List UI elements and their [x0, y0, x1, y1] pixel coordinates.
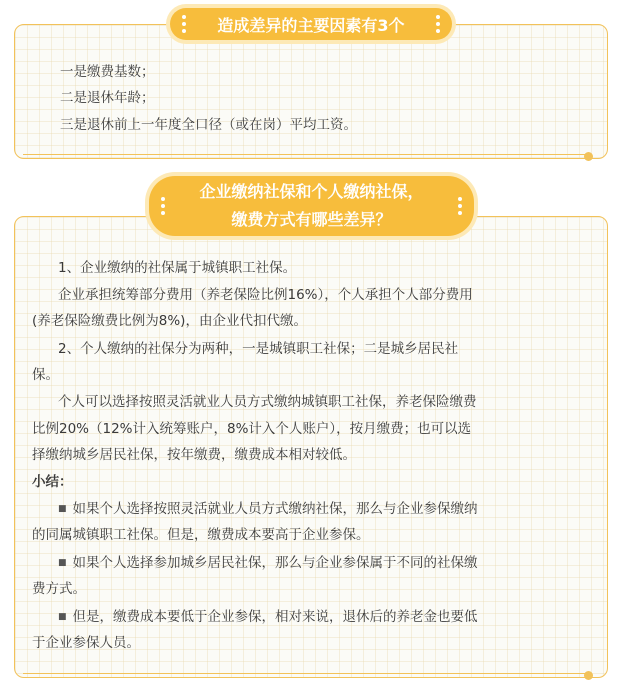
summary-bullet: ■ 如果个人选择按照灵活就业人员方式缴纳社保，那么与企业参保缴纳 — [58, 501, 478, 517]
paragraph-line: 保。 — [32, 367, 59, 383]
summary-label: 小结： — [32, 474, 73, 490]
square-bullet-icon: ■ — [58, 558, 67, 568]
square-bullet-icon: ■ — [58, 504, 67, 514]
summary-bullet-cont: 费方式。 — [32, 581, 86, 597]
factors-title: 造成差异的主要因素有3个 — [217, 15, 405, 35]
paragraph-line: 2、个人缴纳的社保分为两种，一是城镇职工社保；二是城乡居民社 — [58, 341, 459, 357]
payment-title-line2: 缴费方式有哪些差异？ — [231, 210, 392, 229]
paragraph-line: 择缴纳城乡居民社保，按年缴费，缴费成本相对较低。 — [32, 447, 356, 463]
summary-bullet-cont: 于企业参保人员。 — [32, 635, 140, 651]
payment-title-line1: 企业缴纳社保和个人缴纳社保， — [199, 182, 424, 201]
paragraph-line: (养老保险缴费比例为8%)，由企业代扣代缴。 — [32, 313, 307, 329]
factor-item: 一是缴费基数； — [60, 64, 155, 80]
paragraph-line: 比例20%（12%计入统筹账户，8%计入个人账户），按月缴费；也可以选 — [32, 421, 472, 437]
dots-icon — [436, 15, 440, 33]
square-bullet-icon: ■ — [58, 612, 67, 622]
paragraph-line: 1、企业缴纳的社保属于城镇职工社保。 — [58, 260, 297, 276]
summary-bullet: ■ 但是，缴费成本要低于企业参保，相对来说，退休后的养老金也要低 — [58, 609, 478, 625]
factor-item: 三是退休前上一年度全口径（或在岗）平均工资。 — [60, 117, 357, 133]
card-end-dot — [584, 152, 593, 161]
factor-item: 二是退休年龄； — [60, 90, 155, 106]
summary-bullet-cont: 的同属城镇职工社保。但是，缴费成本要高于企业参保。 — [32, 527, 370, 543]
dots-icon — [161, 197, 165, 215]
card-divider — [23, 673, 585, 674]
factors-title-pill — [166, 4, 456, 44]
payment-title-pill — [145, 172, 478, 240]
card-divider — [23, 154, 585, 155]
dots-icon — [458, 197, 462, 215]
card-end-dot — [584, 671, 593, 680]
paragraph-line: 企业承担统筹部分费用（养老保险比例16%），个人承担个人部分费用 — [58, 287, 473, 303]
paragraph-line: 个人可以选择按照灵活就业人员方式缴纳城镇职工社保，养老保险缴费 — [58, 394, 477, 410]
summary-bullet: ■ 如果个人选择参加城乡居民社保，那么与企业参保属于不同的社保缴 — [58, 555, 478, 571]
dots-icon — [182, 15, 186, 33]
